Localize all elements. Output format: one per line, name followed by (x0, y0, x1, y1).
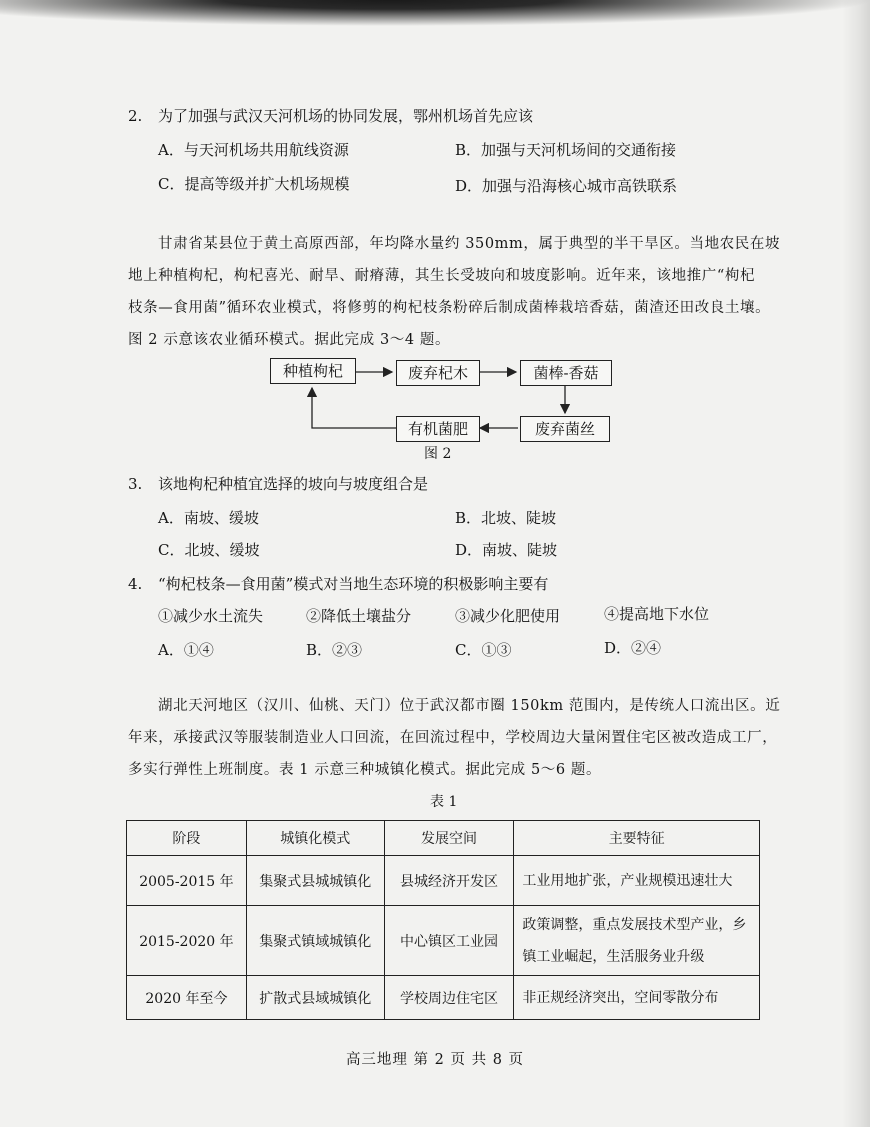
figure2-caption: 图 2 (424, 446, 452, 462)
q4-item-3: ③减少化肥使用 (455, 607, 561, 625)
arrow-fertilizer-to-plant (312, 388, 396, 428)
table-header-row (127, 821, 760, 856)
figure2-arrows (0, 0, 870, 470)
passage-gansu-line: 甘肃省某县位于黄土高原西部，年均降水量约 350mm，属于典型的半干旱区。当地农民在坡 (158, 236, 781, 252)
q3-option-c: C．北坡、缓坡 (158, 541, 260, 559)
node-waste-wood: 废弃杞木 (396, 360, 480, 386)
table-cell: 工业用地扩张，产业规模迅速壮大 (514, 856, 760, 906)
passage-gansu-line: 地上种植枸杞，枸杞喜光、耐旱、耐瘠薄，其生长受坡向和坡度影响。近年来，该地推广“枸杞 (128, 268, 756, 284)
table-cell: 2005-2015 年 (127, 856, 247, 906)
table-cell: 2020 年至今 (127, 976, 247, 1020)
node-plant-goji: 种植枸杞 (270, 358, 356, 384)
q4-item-2: ②降低土壤盐分 (306, 607, 412, 625)
q2-option-c: C．提高等级并扩大机场规模 (158, 175, 350, 193)
passage-hubei-line: 多实行弹性上班制度。表 1 示意三种城镇化模式。据此完成 5～6 题。 (128, 762, 602, 778)
table1-caption: 表 1 (430, 794, 458, 810)
table-header-cell: 主要特征 (514, 821, 760, 856)
q3-stem: 该地枸杞种植宜选择的坡向与坡度组合是 (158, 475, 429, 493)
table-cell: 县城经济开发区 (384, 856, 514, 906)
passage-hubei (128, 690, 781, 786)
table-cell: 集聚式镇域城镇化 (246, 906, 384, 976)
passage-hubei-line: 湖北天河地区（汉川、仙桃、天门）位于武汉都市圈 150km 范围内，是传统人口流出区。近 (158, 698, 781, 714)
node-waste-mycelium: 废弃菌丝 (520, 416, 610, 442)
q3-option-b: B．北坡、陡坡 (455, 509, 557, 527)
q3-number: 3. (128, 475, 143, 493)
table-row (127, 856, 760, 906)
q4-number: 4. (128, 575, 143, 593)
q4-item-4: ④提高地下水位 (604, 605, 710, 623)
passage-gansu-line: 枝条—食用菌”循环农业模式，将修剪的枸杞枝条粉碎后制成菌棒栽培香菇，菌渣还田改良土壤。 (128, 300, 771, 316)
node-organic-fertilizer: 有机菌肥 (396, 416, 480, 442)
table-header-cell: 城镇化模式 (246, 821, 384, 856)
table-cell: 扩散式县域城镇化 (246, 976, 384, 1020)
page-footer: 高三地理 第 2 页 共 8 页 (345, 1052, 525, 1068)
q4-option-b: B．②③ (306, 641, 363, 659)
q4-stem: “枸杞枝条—食用菌”模式对当地生态环境的积极影响主要有 (158, 575, 549, 593)
q4-item-1: ①减少水土流失 (158, 607, 264, 625)
table-cell: 学校周边住宅区 (384, 976, 514, 1020)
table-row (127, 976, 760, 1020)
q2-option-b: B．加强与天河机场间的交通衔接 (455, 141, 677, 159)
q3-option-a: A．南坡、缓坡 (158, 509, 259, 527)
table-cell: 集聚式县城城镇化 (246, 856, 384, 906)
table-cell: 政策调整，重点发展技术型产业，乡镇工业崛起，生活服务业升级 (514, 906, 760, 976)
passage-gansu-line: 图 2 示意该农业循环模式。据此完成 3～4 题。 (128, 332, 451, 348)
table-cell: 非正规经济突出，空间零散分布 (514, 976, 760, 1020)
q2-number: 2. (128, 107, 143, 125)
q4-option-a: A．①④ (158, 641, 214, 659)
table-cell: 2015-2020 年 (127, 906, 247, 976)
node-mushroom-stick: 菌棒-香菇 (520, 360, 612, 386)
q4-option-d: D．②④ (604, 639, 662, 657)
table-cell: 中心镇区工业园 (384, 906, 514, 976)
q3-option-d: D．南坡、陡坡 (455, 541, 558, 559)
passage-hubei-line: 年来，承接武汉等服装制造业人口回流，在回流过程中，学校周边大量闲置住宅区被改造成工厂， (128, 730, 778, 746)
q2-option-a: A．与天河机场共用航线资源 (158, 141, 349, 159)
table-row (127, 906, 760, 976)
table-header-cell: 阶段 (127, 821, 247, 856)
table1 (126, 820, 760, 1020)
q2-option-d: D．加强与沿海核心城市高铁联系 (455, 177, 678, 195)
table-header-cell: 发展空间 (384, 821, 514, 856)
q2-stem: 为了加强与武汉天河机场的协同发展，鄂州机场首先应该 (158, 107, 534, 125)
q4-option-c: C．①③ (455, 641, 512, 659)
